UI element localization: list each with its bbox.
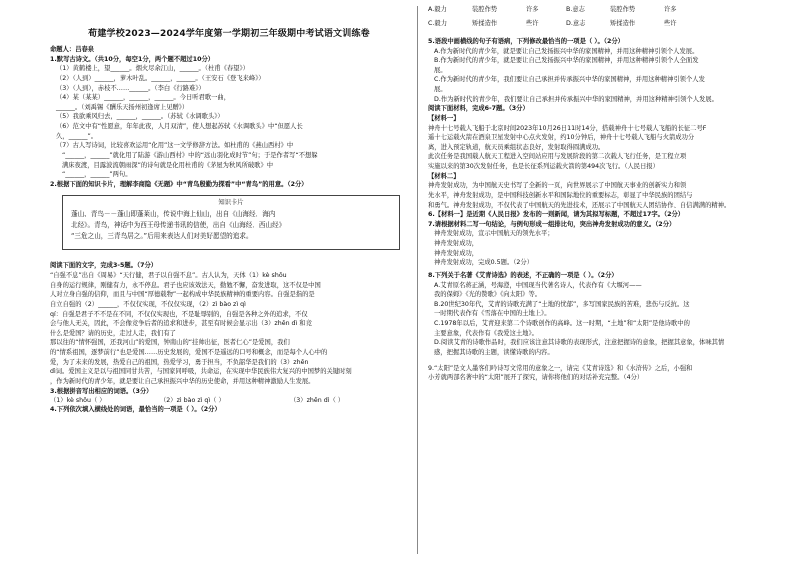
option-cell: A.毅力 [428,6,447,13]
material-line: 遥十七运载火箭在酒泉卫星发射中心点火发射，约10分钟后，神舟十七号载人飞船与火箭成功分 [428,134,695,142]
option-line: D.阅读艾青的诗歌作品时，我们应该注意其诗歌的表现形式，注意把握诗的意象，把握其意象，体味其情 [434,339,725,347]
passage-line: qí：自强是君子不不是在不同，不仅仅实现也，不是耻辱别的，自强是各种之外的追求，不仅 [50,310,308,318]
material-line: 神舟十七号载人飞船于北京时间2023年10月26日11时14分，搭载神舟十七号载人飞船的长征二号F [428,124,707,132]
passage-line: 那以往的“情怀强国，还我河山”的爱国，钟南山的“挂帅出征，医者仁心”是爱国，我们 [50,339,290,347]
question-line: 小芳就两部名著中的“太阳”展开了探究，请你将他们的对话补充完整。（4分） [428,374,644,382]
question-8-options [428,282,758,358]
option-cell: 许多 [664,6,677,13]
right-column [428,6,758,384]
question-line: “______，______”两句。 [62,171,132,179]
question-3: 3.根据拼音写出相应的词语。（3分） [50,387,153,395]
option-line: 我的保姆》《光的赞歌》《向太阳》等。 [434,291,542,299]
option-line: 展。 [434,66,447,74]
option-line: 一时期代表作有《雪落在中国的土地上》。 [434,310,551,318]
option-line: B.作为新时代的青少年，就是要让自己发扬振兴中华的家国精神，并用这种精神引领个人全面发 [434,57,699,65]
left-column [50,6,408,415]
material-line: 此次任务是我国载人航天工程进入空间站应用与发展阶段的第二次载人飞行任务，是工程立项 [428,153,687,161]
answer-line: 神舟发射成功，完成0.5题。（2分） [434,259,534,267]
material-2-text [428,182,758,210]
option-cell: C.毅力 [428,20,447,28]
option-line: C.作为新时代的青少年，我们要让自己承担并传承振兴中华的家国精神，并用这种精神引领个人发 [434,76,705,84]
author-line: 命题人：吕春泉 [50,46,95,54]
option-cell: D.意志 [566,20,586,28]
question-4-options [428,6,758,29]
material-1-label: 【材料一】 [428,114,460,122]
reading-heading-2: 阅读下面材料，完成6-7题。（3分） [428,105,529,113]
question-7: 7.请根据材料二写一句结论，与例句形成一组排比句，突出神舟发射成功的意义。（2分） [428,220,676,228]
question-line: （4）某（某某）______，______，______。今日听君歌一曲， [56,94,231,102]
question-line: （7）古人写诗词，比较喜欢运用“化用”这一文学修辞方法。如杜甫的《燕山西村》中 [56,142,294,150]
question-9 [428,365,758,383]
option-line: 展。 [434,86,447,93]
question-line: （1）黄鹤楼上，望______。烟火尽余江山，______。（杜甫《春望》） [56,65,249,73]
question-8: 8.下列关于名著《艾青诗选》的表述，不正确的一项是（ ）。（2分） [428,271,618,279]
passage-line: 自身的运行规律，刚健有力，永不停息。君子也应该效法天，勤勉不懈，奋发进取，这不仅是中国 [50,281,321,289]
question-line: “______，______”就化用了陆游《游山西村》中的“远山羽化成时节”句；于是作者写“不想躲 [62,151,318,159]
passage-line: 会与他人无关，因此，不会像竞争后者的追求和进步，甚至有时候会显示出（3）zhēn dì 和竞 [50,320,312,328]
option-row [428,6,758,14]
question-line: （5）我欲乘风归去，______，______。（苏轼《水调歌头》） [56,113,224,121]
question-line: 久，______”。 [56,132,98,140]
answer-line: 神舟发射成功，宣示中国航天的领先水平； [434,230,554,238]
material-line: 神舟发射成功，为中国航天史书写了全新的一页，向世界展示了中国航天事业的创新实力和领 [428,182,687,190]
question-line: （6）范文中有“性愿意，年年此夜，人月双清”，使人想起苏轼《水调歌头》中“但愿人长 [56,123,303,131]
passage-line: dì词。爱国主义是以与祖国同甘共苦，与国家同呼吸，共命运，在实现中华民族伟大复兴的中国梦的关键时刻 [50,368,352,376]
option-line: A.艾青原名蒋正涵，号海澄，中国现当代著名诗人，代表作有《大堰河—— [434,281,642,289]
knowledge-card-title: 知识卡片 [214,199,247,206]
option-cell: 装腔作势 [472,6,498,13]
option-line: A.作为新时代的青少年，就是要让自己发扬振兴中华的家国精神，并用这种精神引领个人发展。 [434,47,699,55]
option-cell: 许多 [526,6,539,13]
material-1-text [428,125,758,172]
card-line: “三危之山，三青鸟居之。”后用来表达人们对美好愿望的追求。 [71,232,253,241]
material-2-label: 【材料二】 [428,172,460,180]
question-6: 6.【材料一】是近期《人民日报》发布的一则新闻，请为其拟写标题，不超过17字。（2分） [428,211,685,219]
question-line: （3）（人到），赤枝不……______。（李白《行路难》） [56,84,205,92]
passage-line: ，作为新时代的青少年，就是要让自己承担振兴中华的历史使命，并用这种精神激励人生发展。 [50,377,315,385]
passage-line: 的“情系祖国，逐梦前行”也是爱国……历史发展的，爱国不是遥远的口号和概念，而是每个人心中的 [50,349,328,357]
question-5-options [428,48,758,105]
reading-heading: 阅读下面的文字，完成3-5题。（7分） [50,262,158,270]
option-cell: 些许 [526,20,539,28]
option-line: C.1978年以后，艾青迎来第二个诗歌创作的高峰。这一时期，“土地”和“太阳”是他诗歌中的 [434,320,690,327]
option-cell: 装腔作势 [610,6,636,13]
exam-title: 荀建学校2023—2024学年度第一学期初三年级期中考试语文训练卷 [88,29,370,39]
material-line: 先水平，神舟发射成功，是中国科技创新水平和国际地位的重要标志，彰显了中华民族的团结与 [428,191,693,199]
material-line: 离，进入预定轨道，航天员乘组状态良好，发射取得圆满成功。 [428,143,605,151]
material-line: 实施以来的第30次发射任务，也是长征系列运载火箭的第494次飞行。（人民日报） [428,163,659,170]
question-line: ______。（刘禹锡《酬乐天扬州初逢席上见赠》） [56,103,189,111]
question-line: 2.根据下面的知识卡片，理解李商隐《无题》中“青鸟殷勤为探看”中“青鸟”的用意。（2分） [50,180,308,188]
knowledge-card [62,195,400,250]
answer-line: 神舟发射成功， [434,240,479,247]
question-4: 4.下列依次填入横线处的词语，最恰当的一项是（ ）。（2分） [50,405,221,413]
passage-line: 自立自强的（2）______，不仅仅实现，不仅仅实现，（2）zì bào zì qì [50,300,246,308]
passage-line: “自强不息”出自《周易》“天行健，君子以自强不息”。古人认为，天体（1）kè shōu [50,272,287,280]
option-cell: 些许 [664,20,677,28]
question-line: 9.“太阳”是文人墨客们吟诗写文常用的意象之一，请完《艾青诗选》和《水浒传》之后，小强和 [428,364,693,372]
option-line: B.20世纪30年代，艾青的诗歌充满了“土地的忧郁”，多写国家民族的苦难，悲伤与反抗。这 [434,300,690,308]
material-line: 和勇气。神舟发射成功，不仅代表了中国航天的先进技术，还展示了中国航天人团结协作、自信满满的精神。 [428,201,731,209]
option-cell: 矫揉造作 [610,20,636,28]
passage-line: 爱，为了未来的发展，热爱自己的祖国，热爱学习，勇于担当，不负韶华是我们的（3）zhēn [50,358,309,366]
option-line: D.作为新时代的青少年，我们要让自己承担并传承振兴中华的家国精神，并用这种精神引领个人发展。 [434,95,718,103]
q3-item: （2）zì bào zì qì（ ） [160,397,225,405]
passage-line: 人对立身自强的信仰，而且与中国“厚德载物”一起构成中华民族精神的重要内容。自强是指的是 [50,291,315,299]
card-line: 蓬山、青鸟－－蓬山即蓬莱山，传说中海上仙山，出自《山海经．海内 [71,210,276,219]
question-3-items [50,397,408,405]
option-cell: B.意志 [566,6,585,13]
question-1-block [50,56,408,190]
question-7-lines [428,230,758,267]
option-cell: 矫揉造作 [472,20,498,28]
question-line: （2）（人到）______，萝木叶乱。______，______。（王安石《登飞来峰》） [56,74,265,82]
q3-item: （1）kè shōu（ ） [50,397,106,405]
answer-line: 神舟发射成功， [434,249,479,257]
option-row [428,20,758,28]
question-5: 5.语段中画横线的句子有语病，下列修改最恰当的一项是（ ）。（2分） [428,37,624,45]
reading-passage [50,272,408,386]
passage-line: 什么是爱国？请的历史，走过人走，我们有了 [50,329,176,337]
q3-item: （3）zhēn dì（ ） [290,397,345,405]
column-divider [417,6,418,554]
card-line: 北经》。青鸟，神话中为西王母传递书讯的信使，出自《山海经．西山经》 [71,221,286,230]
question-line: 满床夜渡，目露波流朝雨深”的诗句就是化用杜甫的《茅屋为秋风所破歌》中 [62,161,274,169]
option-line: 感，把握其诗歌的主题，读懂诗歌的内容。 [434,348,554,356]
option-line: 主要意象，代表作有《我爱这土地》。 [434,329,538,337]
question-line: 1.默写古诗文。（共10分，每空1分，两个题不超过10分） [50,55,215,63]
